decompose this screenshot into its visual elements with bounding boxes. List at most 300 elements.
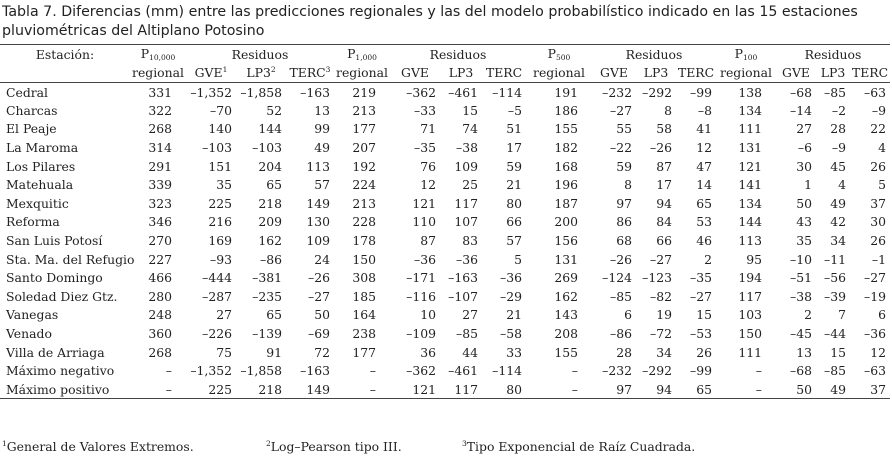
regional-value-cell: –: [334, 380, 390, 399]
residual-value-cell: 144: [258, 121, 282, 137]
regional-value-cell: 213: [352, 195, 376, 211]
residual-value-cell: 47: [696, 158, 712, 174]
regional-value-cell: 308: [352, 270, 376, 286]
residual-value-cell: –35: [690, 270, 712, 286]
regional-value-cell: 150: [738, 326, 762, 342]
residual-value-cell: 71: [420, 121, 436, 137]
regional-value-cell: 248: [148, 307, 172, 323]
residual-value-cell: –27: [864, 270, 886, 286]
residual-value-cell: 225: [186, 380, 236, 399]
table-caption: Tabla 7. Diferencias (mm) entre las predicciones regionales y las del modelo probabilístico indicado en las 15 estaciones pluviométricas del Altiplano Potosino: [2, 4, 858, 39]
regional-value-cell: 162: [554, 288, 578, 304]
residual-value-cell: 66: [656, 233, 672, 249]
residual-value-cell: 75: [216, 344, 232, 360]
regional-value-cell: 121: [738, 158, 762, 174]
regional-value-cell: –: [130, 380, 186, 399]
regional-value-cell: 131: [554, 251, 578, 267]
footnote-3: $^3$Tipo Exponencial de Raíz Cuadrada.: [462, 439, 696, 454]
regional-value-cell: 138: [738, 84, 762, 100]
regional-value-cell: 228: [352, 214, 376, 230]
residual-value-cell: 26: [870, 158, 886, 174]
regional-value-cell: 224: [352, 177, 376, 193]
table-row: [0, 380, 890, 399]
residual-value-cell: 80: [506, 195, 522, 211]
residual-value-cell: 19: [656, 307, 672, 323]
regional-value-cell: –: [755, 363, 762, 379]
residual-value-cell: –107: [448, 288, 478, 304]
regional-value-cell: 219: [352, 84, 376, 100]
regional-value-cell: 178: [352, 233, 376, 249]
residual-value-cell: 21: [506, 177, 522, 193]
residual-value-cell: 65: [266, 307, 282, 323]
residual-value-cell: –69: [308, 326, 330, 342]
table-row: [0, 324, 890, 343]
regional-value-cell: 95: [746, 251, 762, 267]
residual-value-cell: 151: [208, 158, 232, 174]
regional-value-cell: 185: [352, 288, 376, 304]
residual-value-cell: 149: [286, 380, 334, 399]
residual-value-cell: –53: [690, 326, 712, 342]
regional-value-cell: 155: [554, 121, 578, 137]
residual-value-cell: 15: [696, 307, 712, 323]
residual-value-cell: 66: [506, 214, 522, 230]
regional-value-cell: –: [369, 363, 376, 379]
residual-value-cell: 27: [462, 307, 478, 323]
residual-value-cell: 49: [830, 195, 846, 211]
residual-value-cell: 25: [462, 177, 478, 193]
residual-value-cell: 59: [616, 158, 632, 174]
table-row: [0, 213, 890, 232]
station-name-cell: Venado: [6, 326, 52, 342]
residual-value-cell: –44: [824, 326, 846, 342]
residual-value-cell: –26: [308, 270, 330, 286]
residual-value-cell: –116: [406, 288, 436, 304]
residual-value-cell: –19: [864, 288, 886, 304]
residual-value-cell: –99: [690, 363, 712, 379]
residuos-header-p10000: Residuos: [186, 45, 334, 64]
residual-value-cell: –27: [650, 251, 672, 267]
lp3-header: $LP3^2$: [236, 64, 286, 83]
regional-value-cell: 323: [148, 195, 172, 211]
residual-value-cell: 22: [870, 121, 886, 137]
residual-value-cell: 27: [796, 121, 812, 137]
station-name-cell: San Luis Potosí: [6, 233, 103, 249]
residual-value-cell: –362: [406, 84, 436, 100]
residual-value-cell: 26: [870, 233, 886, 249]
table-row: [0, 361, 890, 380]
regional-value-cell: 144: [738, 214, 762, 230]
residual-value-cell: –85: [456, 326, 478, 342]
residual-value-cell: 15: [830, 344, 846, 360]
residual-value-cell: –68: [790, 363, 812, 379]
residual-value-cell: –45: [790, 326, 812, 342]
residual-value-cell: 74: [462, 121, 478, 137]
table-row: [0, 120, 890, 139]
residual-value-cell: 87: [420, 233, 436, 249]
residual-value-cell: 162: [258, 233, 282, 249]
residual-value-cell: 35: [216, 177, 232, 193]
regional-value-cell: 117: [738, 288, 762, 304]
residual-value-cell: 204: [258, 158, 282, 174]
residual-value-cell: 68: [616, 233, 632, 249]
residual-value-cell: 34: [830, 233, 846, 249]
residual-value-cell: 76: [420, 158, 436, 174]
residual-value-cell: 15: [462, 102, 478, 118]
regional-value-cell: 192: [352, 158, 376, 174]
lp3-header: LP3: [440, 64, 482, 83]
residual-value-cell: 52: [266, 102, 282, 118]
regional-value-cell: 291: [148, 158, 172, 174]
table-row: [0, 231, 890, 250]
residual-value-cell: 86: [616, 214, 632, 230]
residual-value-cell: –163: [300, 84, 330, 100]
regional-value-cell: –: [571, 363, 578, 379]
residual-value-cell: –93: [210, 251, 232, 267]
residual-value-cell: 65: [696, 195, 712, 211]
residual-value-cell: 94: [636, 380, 676, 399]
regional-value-cell: 143: [554, 307, 578, 323]
residual-value-cell: –11: [824, 251, 846, 267]
residual-value-cell: 109: [306, 233, 330, 249]
regional-value-cell: 213: [352, 102, 376, 118]
residual-value-cell: 216: [208, 214, 232, 230]
residual-value-cell: 30: [870, 214, 886, 230]
residual-value-cell: 33: [506, 344, 522, 360]
residual-value-cell: –461: [448, 363, 478, 379]
residual-value-cell: –1,352: [190, 84, 232, 100]
station-name-cell: El Peaje: [6, 121, 57, 137]
residual-value-cell: 26: [696, 344, 712, 360]
station-header: Estación:: [0, 45, 130, 64]
residual-value-cell: 43: [796, 214, 812, 230]
residual-value-cell: 140: [208, 121, 232, 137]
regional-value-cell: 150: [352, 251, 376, 267]
regional-value-cell: 200: [554, 214, 578, 230]
residual-value-cell: 110: [412, 214, 436, 230]
residual-value-cell: 5: [514, 251, 522, 267]
regional-value-cell: 182: [554, 140, 578, 156]
residual-value-cell: 8: [664, 102, 672, 118]
residual-value-cell: –226: [202, 326, 232, 342]
table-row: [0, 101, 890, 120]
regional-header: regional: [526, 64, 592, 83]
residual-value-cell: –14: [790, 102, 812, 118]
residual-value-cell: 117: [454, 195, 478, 211]
residual-value-cell: 45: [830, 158, 846, 174]
residual-value-cell: –26: [650, 140, 672, 156]
regional-value-cell: 134: [738, 102, 762, 118]
residual-value-cell: –27: [308, 288, 330, 304]
residual-value-cell: –124: [602, 270, 632, 286]
residual-value-cell: –26: [610, 251, 632, 267]
residual-value-cell: –38: [456, 140, 478, 156]
residual-value-cell: 209: [258, 214, 282, 230]
residual-value-cell: –381: [252, 270, 282, 286]
station-name-cell: Matehuala: [6, 177, 74, 193]
residual-value-cell: 59: [506, 158, 522, 174]
table-row: [0, 268, 890, 287]
residual-value-cell: 13: [796, 344, 812, 360]
residual-value-cell: 10: [420, 307, 436, 323]
residual-value-cell: 130: [306, 214, 330, 230]
station-name-cell: Soledad Diez Gtz.: [6, 288, 118, 304]
regional-value-cell: –: [526, 380, 592, 399]
station-name-cell: Santo Domingo: [6, 270, 103, 286]
table-row: [0, 194, 890, 213]
terc-header: TERC: [676, 64, 716, 83]
regional-header: regional: [716, 64, 776, 83]
residual-value-cell: –139: [252, 326, 282, 342]
residual-value-cell: –171: [406, 270, 436, 286]
residual-value-cell: 2: [804, 307, 812, 323]
residual-value-cell: –36: [500, 270, 522, 286]
header-row-1: [0, 45, 890, 64]
residual-value-cell: 218: [236, 380, 286, 399]
residual-value-cell: –63: [864, 84, 886, 100]
residual-value-cell: –36: [414, 251, 436, 267]
residual-value-cell: 94: [656, 195, 672, 211]
residual-value-cell: 50: [314, 307, 330, 323]
residual-value-cell: –9: [871, 102, 886, 118]
regional-value-cell: 208: [554, 326, 578, 342]
residual-value-cell: 7: [838, 307, 846, 323]
residual-value-cell: –444: [202, 270, 232, 286]
residual-value-cell: –5: [507, 102, 522, 118]
table-row: [0, 250, 890, 269]
residual-value-cell: 107: [454, 214, 478, 230]
regional-value-cell: 103: [738, 307, 762, 323]
residual-value-cell: 1: [804, 177, 812, 193]
lp3-header: LP3: [816, 64, 850, 83]
residual-value-cell: 4: [878, 140, 886, 156]
residual-value-cell: 97: [592, 380, 636, 399]
residual-value-cell: –114: [492, 363, 522, 379]
regional-value-cell: 194: [738, 270, 762, 286]
group-header-p10000: $P_{10,000}$: [130, 45, 186, 64]
residual-value-cell: 34: [656, 344, 672, 360]
residual-value-cell: 91: [266, 344, 282, 360]
residual-value-cell: 97: [616, 195, 632, 211]
table-body: [0, 83, 890, 399]
precipitation-residuals-table: [0, 44, 890, 399]
residuos-header-p500: Residuos: [592, 45, 716, 64]
footnote-2: $^2$Log–Pearson tipo III.: [266, 439, 402, 454]
residual-value-cell: –29: [500, 288, 522, 304]
residual-value-cell: 225: [208, 195, 232, 211]
residual-value-cell: –6: [797, 140, 812, 156]
regional-value-cell: 227: [148, 251, 172, 267]
residual-value-cell: –292: [642, 363, 672, 379]
regional-value-cell: 155: [554, 344, 578, 360]
regional-header: regional: [130, 64, 186, 83]
residual-value-cell: –2: [831, 102, 846, 118]
table-row: [0, 138, 890, 157]
regional-value-cell: 113: [738, 233, 762, 249]
residual-value-cell: –56: [824, 270, 846, 286]
residual-value-cell: –33: [414, 102, 436, 118]
regional-value-cell: 186: [554, 102, 578, 118]
regional-value-cell: –: [165, 363, 172, 379]
residual-value-cell: 72: [314, 344, 330, 360]
residual-value-cell: 12: [696, 140, 712, 156]
residual-value-cell: 17: [656, 177, 672, 193]
residual-value-cell: 12: [420, 177, 436, 193]
residual-value-cell: –292: [642, 84, 672, 100]
regional-value-cell: 134: [738, 195, 762, 211]
residual-value-cell: –72: [650, 326, 672, 342]
residual-value-cell: 84: [656, 214, 672, 230]
station-name-cell: Sta. Ma. del Refugio: [6, 251, 135, 267]
residual-value-cell: 4: [838, 177, 846, 193]
residual-value-cell: –287: [202, 288, 232, 304]
residual-value-cell: –86: [610, 326, 632, 342]
gve-header: GVE: [776, 64, 816, 83]
residual-value-cell: 121: [390, 380, 440, 399]
regional-value-cell: 141: [738, 177, 762, 193]
station-name-cell: Charcas: [6, 102, 58, 118]
residual-value-cell: –36: [456, 251, 478, 267]
residual-value-cell: 50: [796, 195, 812, 211]
residual-value-cell: –58: [500, 326, 522, 342]
table-row: [0, 175, 890, 194]
table-row: [0, 306, 890, 325]
residual-value-cell: –38: [790, 288, 812, 304]
residual-value-cell: –163: [300, 363, 330, 379]
residual-value-cell: 28: [830, 121, 846, 137]
residual-value-cell: 149: [306, 195, 330, 211]
gve-header: GVE$^1$: [186, 64, 236, 83]
residual-value-cell: 12: [870, 344, 886, 360]
residual-value-cell: 113: [306, 158, 330, 174]
regional-value-cell: 466: [148, 270, 172, 286]
residual-value-cell: 109: [454, 158, 478, 174]
residual-value-cell: –85: [824, 363, 846, 379]
residual-value-cell: –27: [610, 102, 632, 118]
residual-value-cell: 42: [830, 214, 846, 230]
residual-value-cell: 169: [208, 233, 232, 249]
residual-value-cell: –123: [642, 270, 672, 286]
regional-value-cell: 331: [148, 84, 172, 100]
residual-value-cell: 35: [796, 233, 812, 249]
residual-value-cell: 6: [624, 307, 632, 323]
residual-value-cell: 41: [696, 121, 712, 137]
residual-value-cell: 80: [482, 380, 526, 399]
station-name-cell: Mexquitic: [6, 195, 69, 211]
residual-value-cell: 49: [816, 380, 850, 399]
residual-value-cell: –362: [406, 363, 436, 379]
station-name-cell: La Maroma: [6, 140, 79, 156]
station-header-blank: [0, 64, 130, 83]
regional-value-cell: 196: [554, 177, 578, 193]
regional-value-cell: 269: [554, 270, 578, 286]
footnote-1: $^1$General de Valores Extremos.: [2, 439, 194, 454]
residual-value-cell: 46: [696, 233, 712, 249]
regional-value-cell: 111: [738, 344, 762, 360]
residual-value-cell: 2: [704, 251, 712, 267]
residual-value-cell: 65: [266, 177, 282, 193]
residual-value-cell: 218: [258, 195, 282, 211]
residual-value-cell: 6: [878, 307, 886, 323]
regional-value-cell: 177: [352, 344, 376, 360]
residual-value-cell: 24: [314, 251, 330, 267]
residual-value-cell: 17: [506, 140, 522, 156]
residual-value-cell: –63: [864, 363, 886, 379]
residual-value-cell: 37: [870, 195, 886, 211]
residual-value-cell: 121: [412, 195, 436, 211]
terc-header: TERC: [482, 64, 526, 83]
regional-header: regional: [334, 64, 390, 83]
residual-value-cell: 5: [878, 177, 886, 193]
residual-value-cell: –9: [831, 140, 846, 156]
table-row: [0, 83, 890, 102]
regional-value-cell: 268: [148, 121, 172, 137]
residual-value-cell: –1,352: [190, 363, 232, 379]
residual-value-cell: –1,858: [240, 84, 282, 100]
regional-value-cell: 270: [148, 233, 172, 249]
residual-value-cell: –39: [824, 288, 846, 304]
residuos-header-p100: Residuos: [776, 45, 890, 64]
regional-value-cell: 187: [554, 195, 578, 211]
terc-header: TERC$^3$: [286, 64, 334, 83]
residual-value-cell: 99: [314, 121, 330, 137]
residual-value-cell: –163: [448, 270, 478, 286]
residual-value-cell: –82: [650, 288, 672, 304]
residual-value-cell: –1,858: [240, 363, 282, 379]
residual-value-cell: 55: [616, 121, 632, 137]
regional-value-cell: 280: [148, 288, 172, 304]
residual-value-cell: 28: [616, 344, 632, 360]
regional-value-cell: 168: [554, 158, 578, 174]
residual-value-cell: 51: [506, 121, 522, 137]
group-header-p500: $P_{500}$: [526, 45, 592, 64]
regional-value-cell: 191: [554, 84, 578, 100]
regional-value-cell: –: [716, 380, 776, 399]
regional-value-cell: 339: [148, 177, 172, 193]
residual-value-cell: –232: [602, 363, 632, 379]
residual-value-cell: –36: [864, 326, 886, 342]
residual-value-cell: 14: [696, 177, 712, 193]
gve-header: GVE: [592, 64, 636, 83]
residual-value-cell: –35: [414, 140, 436, 156]
residuos-header-p1000: Residuos: [390, 45, 526, 64]
station-name-cell: Cedral: [6, 84, 49, 100]
residual-value-cell: –68: [790, 84, 812, 100]
regional-value-cell: 346: [148, 214, 172, 230]
regional-value-cell: 268: [148, 344, 172, 360]
residual-value-cell: –103: [202, 140, 232, 156]
residual-value-cell: –85: [610, 288, 632, 304]
station-name-cell: Máximo negativo: [6, 363, 115, 379]
gve-header: GVE: [390, 64, 440, 83]
table-row: [0, 343, 890, 362]
residual-value-cell: –8: [697, 102, 712, 118]
station-name-cell: Los Pilares: [6, 158, 76, 174]
residual-value-cell: –103: [252, 140, 282, 156]
regional-value-cell: 164: [352, 307, 376, 323]
residual-value-cell: –22: [610, 140, 632, 156]
residual-value-cell: –1: [871, 251, 886, 267]
station-name-cell: Máximo positivo: [0, 380, 130, 399]
residual-value-cell: 36: [420, 344, 436, 360]
residual-value-cell: 53: [696, 214, 712, 230]
regional-value-cell: 111: [738, 121, 762, 137]
residual-value-cell: 57: [506, 233, 522, 249]
residual-value-cell: –10: [790, 251, 812, 267]
residual-value-cell: 83: [462, 233, 478, 249]
station-name-cell: Villa de Arriaga: [6, 344, 105, 360]
regional-value-cell: 156: [554, 233, 578, 249]
group-header-p100: $P_{100}$: [716, 45, 776, 64]
